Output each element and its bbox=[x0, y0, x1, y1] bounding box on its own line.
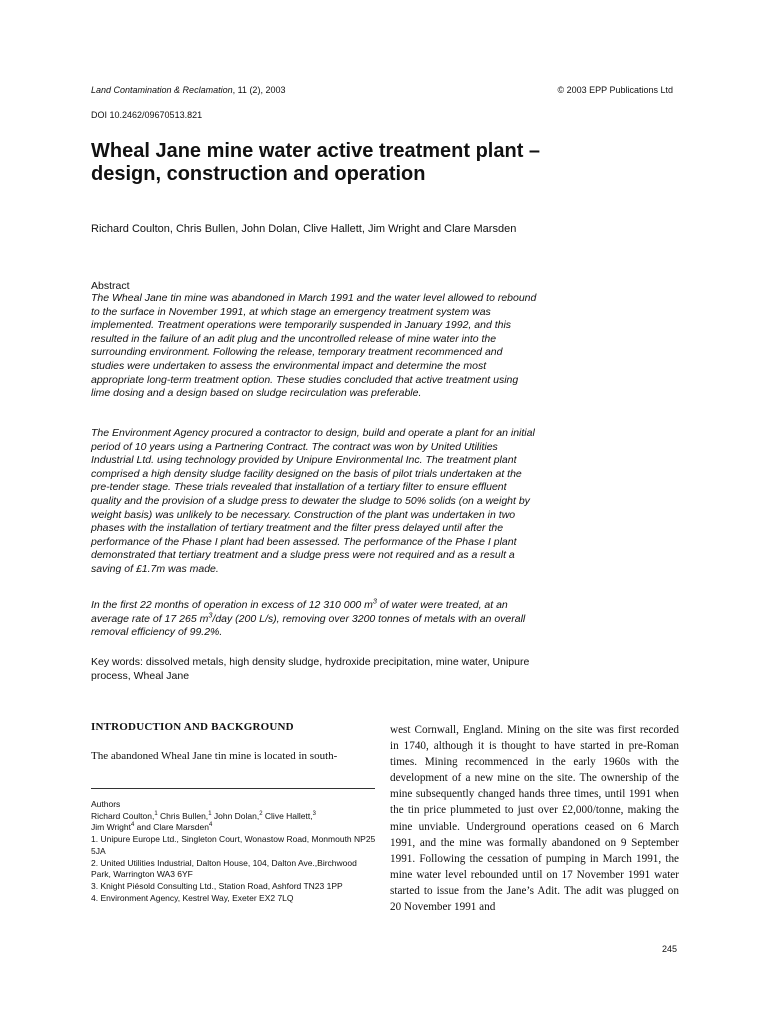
footnote-author: Chris Bullen, bbox=[157, 810, 209, 821]
footnote-author: John Dolan, bbox=[211, 810, 260, 821]
affiliation-4: 4. Environment Agency, Kestrel Way, Exeter EX2 7LQ bbox=[91, 892, 294, 903]
superscript: 3 bbox=[312, 810, 316, 817]
superscript: 3 bbox=[208, 610, 213, 620]
footnote-author: Jim Wright bbox=[91, 822, 131, 833]
superscript: 4 bbox=[131, 822, 135, 829]
footnote-author: Richard Coulton, bbox=[91, 810, 155, 821]
footnote-heading: Authors bbox=[91, 799, 121, 809]
abstract-p3-text-3: /day (200 L/s), removing over 3200 tonnes of metals with an overall removal efficiency of 99.2%. bbox=[91, 612, 526, 639]
footnote-divider bbox=[91, 788, 375, 789]
journal-citation bbox=[91, 85, 285, 95]
journal-name: Land Contamination & Reclamation bbox=[91, 85, 233, 95]
journal-issue: , 11 (2), 2003 bbox=[232, 85, 286, 95]
superscript: 3 bbox=[372, 596, 378, 606]
superscript: 1 bbox=[208, 810, 212, 817]
abstract-p3-text-1: In the first 22 months of operation in excess of 12 310 000 m bbox=[91, 599, 373, 611]
intro-text-right-column: west Cornwall, England. Mining on the site was first recorded in 1740, although it is thought to have started in pre-Roman times. Mining recommenced in the early 1960s with the development of a new mine on the site. The ownership of the mine subsequently changed hands three times, until 1991 when the tin price plummeted to just over £2,000/tonne, making the mine unviable. Underground operations ceased on 6 March 1991, and the mine was formally abandoned on 9 September 1991. Following the cessation of pumping in March 1991, the mine water level rebounded until on 17 November 1991 water started to issue from the Jane’s Adit. The adit was plugged on 20 November 1991 and bbox=[390, 724, 679, 914]
affiliation-3: 3. Knight Piésold Consulting Ltd., Station Road, Ashford TN23 1PP bbox=[91, 880, 343, 891]
section-heading: INTRODUCTION AND BACKGROUND bbox=[91, 721, 294, 733]
affiliation-2: 2. United Utilities Industrial, Dalton House, 104, Dalton Ave.,Birchwood Park, Warrington WA3 6YF bbox=[91, 857, 357, 880]
author-footnotes bbox=[91, 799, 376, 904]
abstract-paragraph-1: The Wheal Jane tin mine was abandoned in March 1991 and the water level allowed to rebound to the surface in November 1991, at which stage an emergency treatment system was implemented. Treatment operations were temporarily suspended in January 1992, and this resulted in the failure of an adit plug and the uncontrolled release of mine water into the surrounding environment. Following the release, temporary treatment recommenced and studies were undertaken to assess the environmental impact and determine the most appropriate long-term treatment option. These studies concluded that active treatment using lime dosing and a design based on sludge recirculation was preferable. bbox=[91, 292, 537, 400]
superscript: 4 bbox=[208, 822, 213, 829]
superscript: 2 bbox=[259, 810, 263, 817]
keywords: Key words: dissolved metals, high density sludge, hydroxide precipitation, mine water, Unipure process, Wheal Jane bbox=[91, 656, 530, 682]
footnote-author-list bbox=[91, 811, 376, 834]
superscript: 1 bbox=[154, 810, 158, 817]
abstract-paragraph-2: The Environment Agency procured a contractor to design, build and operate a plant for an initial period of 10 years using a Partnering Contract. The contract was won by United Utilities Industrial Ltd. using technology provided by Unipure Environmental Inc. The treatment plant comprised a high density sludge facility designed on the basis of pilot trials undertaken at the pre-tender stage. These trials revealed that installation of a tertiary filter to ensure effluent quality and the provision of a sludge press to dewater the sludge to 50% solids (on a weight by weight basis) was unlikely to be necessary. Construction of the plant was undertaken in two phases with the installation of tertiary treatment and the filter press delayed until after the performance of the Phase I plant had been assessed. The performance of the Phase I plant demonstrated that tertiary treatment and a sludge press were not required and as a result a saving of £1.7m was made. bbox=[91, 427, 535, 575]
footnote-author: Clive Hallett, bbox=[262, 810, 313, 821]
article-title: Wheal Jane mine water active treatment plant – design, construction and operation bbox=[91, 140, 541, 185]
intro-text-left-column: The abandoned Wheal Jane tin mine is located in south- bbox=[91, 750, 338, 762]
abstract-p3-text-2: of water were treated, at an average rate of 17 265 m bbox=[91, 599, 508, 625]
page-number: 245 bbox=[661, 944, 677, 954]
abstract-paragraph-3 bbox=[91, 596, 537, 640]
footnote-author: and Clare Marsden bbox=[134, 822, 209, 833]
abstract-heading: Abstract bbox=[91, 280, 130, 292]
author-list: Richard Coulton, Chris Bullen, John Dolan, Clive Hallett, Jim Wright and Clare Marsden bbox=[91, 223, 517, 235]
copyright-notice: © 2003 EPP Publications Ltd bbox=[557, 85, 673, 95]
affiliation-1: 1. Unipure Europe Ltd., Singleton Court, Wonastow Road, Monmouth NP25 5JA bbox=[91, 834, 376, 856]
doi: DOI 10.2462/09670513.821 bbox=[91, 110, 203, 120]
